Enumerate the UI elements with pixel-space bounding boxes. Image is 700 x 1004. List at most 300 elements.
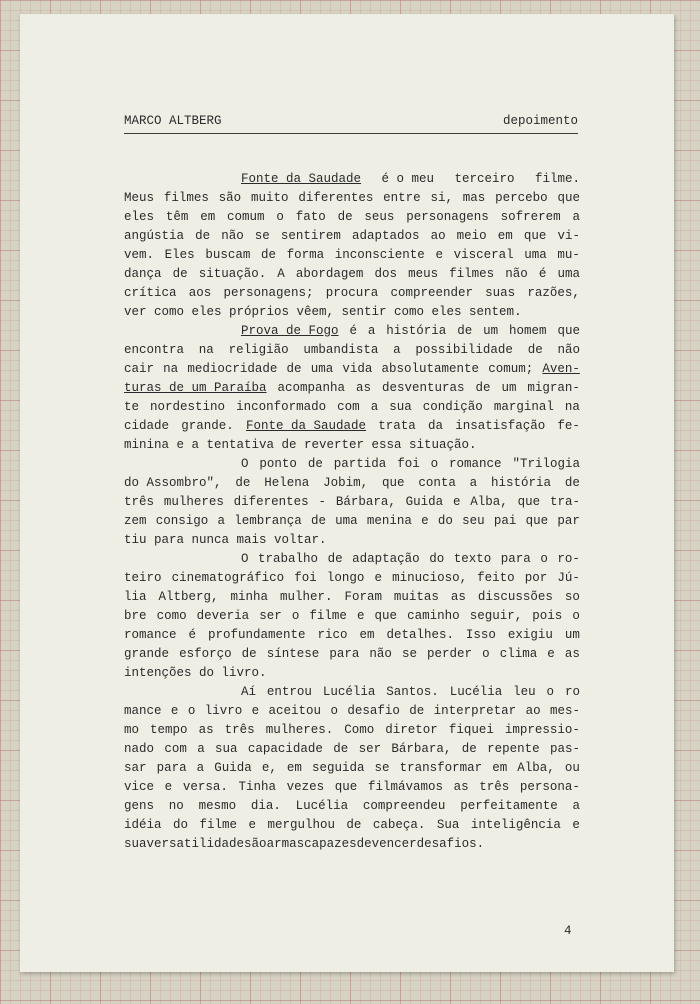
- word: ser: [259, 609, 282, 623]
- text-line: [124, 227, 580, 246]
- word: de: [457, 324, 473, 338]
- word: romance: [449, 457, 502, 471]
- word: sofrerem: [500, 210, 561, 224]
- text-line: [124, 721, 580, 740]
- word: O: [241, 457, 249, 471]
- word: as: [198, 723, 214, 737]
- text-line: [124, 246, 580, 265]
- word: que: [557, 324, 580, 338]
- underlined-title: Fonte da Saudade: [241, 172, 362, 186]
- text-line: [124, 417, 580, 436]
- word: transformar: [399, 761, 483, 775]
- word: que: [517, 495, 541, 509]
- word: um: [501, 381, 517, 395]
- word: em: [200, 210, 216, 224]
- word: personagens;: [223, 286, 314, 300]
- word: Meus: [124, 191, 155, 205]
- word: Sua: [436, 818, 460, 832]
- word: mediocridade: [187, 362, 278, 376]
- text-line: [124, 436, 580, 455]
- word: síntese: [266, 647, 320, 661]
- word: não: [505, 267, 528, 281]
- word: comum: [227, 210, 265, 224]
- text-line: [124, 569, 580, 588]
- word: condição: [422, 400, 483, 414]
- text-line: [124, 778, 580, 797]
- word: e: [170, 704, 179, 718]
- word: si,: [430, 191, 453, 205]
- paragraph: [124, 322, 580, 455]
- word: grande: [124, 647, 170, 661]
- text-line: [124, 759, 580, 778]
- author-name: MARCO ALTBERG: [124, 114, 222, 128]
- word: Alba,: [470, 495, 508, 509]
- word: o: [546, 685, 555, 699]
- underlined-title: Fonte da Saudade: [245, 419, 366, 433]
- word: de: [333, 742, 349, 756]
- word: são: [218, 191, 242, 205]
- word: nordestino: [150, 400, 226, 414]
- word: para: [156, 761, 187, 775]
- word: que: [334, 780, 358, 794]
- word: so: [564, 590, 580, 604]
- word: Eles: [164, 248, 195, 262]
- word: intenções do livro.: [124, 666, 267, 680]
- word: a: [197, 742, 205, 756]
- text-line: [124, 683, 580, 702]
- word: uma: [524, 248, 547, 262]
- word: a: [572, 210, 580, 224]
- word: compreender: [390, 286, 473, 300]
- word: o: [482, 647, 490, 661]
- word: que: [374, 609, 398, 623]
- word: vencer: [371, 837, 417, 851]
- word: gens: [124, 799, 155, 813]
- word: de: [461, 742, 477, 756]
- word: de: [195, 229, 211, 243]
- word: adaptação: [352, 552, 420, 566]
- word: pas-: [549, 742, 580, 756]
- word: diretor: [385, 723, 438, 737]
- word: "Trilogia: [512, 457, 580, 471]
- word: visceral: [453, 248, 514, 262]
- word: procura: [325, 286, 379, 300]
- word: sua: [389, 400, 412, 414]
- word: mergulhou: [267, 818, 335, 832]
- word: um: [483, 324, 499, 338]
- word: fiquei: [448, 723, 494, 737]
- word: ro-: [557, 552, 580, 566]
- word: migran-: [527, 381, 580, 395]
- word: as: [453, 780, 469, 794]
- text-line: [124, 170, 580, 189]
- word: versatilidade: [146, 837, 245, 851]
- word: para: [500, 552, 531, 566]
- word: aos: [188, 286, 212, 300]
- word: ro: [564, 685, 580, 699]
- word: ponto: [259, 457, 297, 471]
- word: cabeça.: [372, 818, 426, 832]
- word: Lucélia: [449, 685, 503, 699]
- word: O: [241, 552, 249, 566]
- word: de: [356, 837, 372, 851]
- word: e: [374, 571, 382, 585]
- word: interpretar: [433, 704, 517, 718]
- word: não: [557, 343, 580, 357]
- word: por: [524, 571, 548, 585]
- word: fe-: [557, 419, 580, 433]
- word: teiro: [124, 571, 162, 585]
- word: tra-: [549, 495, 580, 509]
- word: mo: [124, 723, 140, 737]
- word: perder: [427, 647, 473, 661]
- word: romance: [124, 628, 177, 642]
- word: Guida: [214, 761, 252, 775]
- word: Alba,: [517, 761, 555, 775]
- word: um: [564, 628, 580, 642]
- word: homem: [509, 324, 547, 338]
- word: consigo: [155, 514, 209, 528]
- word: em: [492, 761, 508, 775]
- word: aceitou: [268, 704, 322, 718]
- text-line: [124, 189, 580, 208]
- word: e,: [261, 761, 277, 775]
- word: razões,: [527, 286, 580, 300]
- word: vezes: [286, 780, 325, 794]
- word: insatisfação: [455, 419, 546, 433]
- paragraph: [124, 170, 580, 322]
- word: mu-: [557, 248, 580, 262]
- word: menina: [366, 514, 412, 528]
- word: ao: [525, 704, 541, 718]
- word: de: [260, 248, 276, 262]
- word: inconsciente: [334, 248, 425, 262]
- word: para: [329, 647, 360, 661]
- word: fato: [295, 210, 326, 224]
- word: compreendeu: [362, 799, 446, 813]
- text-line: [124, 398, 580, 417]
- word: e: [572, 818, 580, 832]
- word: filmes: [163, 191, 209, 205]
- paragraph: [124, 683, 580, 854]
- word: a: [196, 761, 205, 775]
- word: vida: [342, 362, 373, 376]
- word: do: [437, 514, 453, 528]
- word: pois: [532, 609, 563, 623]
- text-line: [124, 797, 580, 816]
- word: história: [386, 324, 447, 338]
- section-label: depoimento: [502, 114, 578, 128]
- word: como: [156, 609, 187, 623]
- word: personagens: [406, 210, 489, 224]
- word: adaptados: [351, 229, 420, 243]
- word: capacidade: [247, 742, 323, 756]
- word: na: [163, 362, 179, 376]
- text-line: [124, 474, 580, 493]
- word: seguir,: [469, 609, 523, 623]
- word: de: [409, 704, 425, 718]
- word: têm: [165, 210, 189, 224]
- text-line: [124, 512, 580, 531]
- word: lia: [124, 590, 147, 604]
- word: armas: [266, 837, 305, 851]
- word: tiu para nunca mais voltar.: [124, 533, 327, 547]
- word: o: [291, 609, 300, 623]
- word: Aí: [241, 685, 257, 699]
- word: e: [248, 818, 256, 832]
- word: de: [527, 343, 543, 357]
- word: da: [427, 419, 443, 433]
- word: filme: [309, 609, 347, 623]
- word: umbandista: [303, 343, 379, 357]
- paragraph: [124, 455, 580, 550]
- word: situação.: [198, 267, 267, 281]
- word: cair: [124, 362, 155, 376]
- text-line: [124, 322, 580, 341]
- word: de: [310, 514, 326, 528]
- word: foi: [397, 457, 420, 471]
- word: história: [491, 476, 552, 490]
- word: lembrança: [234, 514, 302, 528]
- word: Lucélia: [295, 799, 349, 813]
- word: zem: [124, 514, 147, 528]
- word: marginal: [493, 400, 554, 414]
- word: suas: [485, 286, 516, 300]
- word: as: [450, 590, 466, 604]
- word: trabalho: [258, 552, 319, 566]
- text-line: [124, 531, 580, 550]
- word: profundamente: [207, 628, 306, 642]
- word: rico: [317, 628, 348, 642]
- word: dos: [374, 267, 397, 281]
- word: meio: [456, 229, 487, 243]
- word: foi: [294, 571, 317, 585]
- word: e: [547, 647, 555, 661]
- text-line: [124, 816, 580, 835]
- word: ver como eles próprios vêem, sentir como eles sentem.: [124, 305, 522, 319]
- word: mesmo: [198, 799, 237, 813]
- word: cidade: [124, 419, 170, 433]
- word: é: [349, 324, 357, 338]
- underlined-title: turas de um Paraíba: [124, 381, 267, 395]
- word: Bárbara,: [335, 495, 396, 509]
- word: par: [557, 514, 580, 528]
- word: a: [469, 476, 478, 490]
- word: mas: [462, 191, 486, 205]
- word: três: [124, 495, 155, 509]
- word: dança: [124, 267, 162, 281]
- word: entrou: [266, 685, 312, 699]
- word: em: [497, 229, 513, 243]
- word: -: [318, 495, 326, 509]
- text-line: [124, 835, 580, 854]
- word: a: [572, 799, 580, 813]
- text-line: [124, 360, 580, 379]
- header-rule: [124, 133, 578, 134]
- word: Helena: [264, 476, 310, 490]
- word: sua: [215, 742, 238, 756]
- word: o: [187, 704, 196, 718]
- word: te: [124, 400, 140, 414]
- word: detalhes.: [386, 628, 454, 642]
- text-line: [124, 664, 580, 683]
- word: a: [217, 514, 225, 528]
- word: muitas: [393, 590, 439, 604]
- word: Jú-: [557, 571, 580, 585]
- word: exigiu: [507, 628, 553, 642]
- word: as: [564, 647, 580, 661]
- word: mance: [124, 704, 162, 718]
- word: esforço: [179, 647, 232, 661]
- word: de: [172, 267, 188, 281]
- word: o: [276, 210, 284, 224]
- word: do: [172, 818, 188, 832]
- word: terceiro: [454, 172, 515, 186]
- word: três: [224, 723, 255, 737]
- word: do: [429, 552, 445, 566]
- word: Como: [344, 723, 375, 737]
- word: comum;: [488, 362, 534, 376]
- word: Guida: [405, 495, 444, 509]
- word: em: [359, 628, 375, 642]
- text-line: [124, 208, 580, 227]
- word: o: [540, 552, 548, 566]
- word: Santos.: [386, 685, 439, 699]
- word: possibilidade: [415, 343, 513, 357]
- text-line: [124, 607, 580, 626]
- word: uma: [557, 267, 580, 281]
- word: perfeitamente: [460, 799, 558, 813]
- word: ser: [358, 742, 382, 756]
- word: trata: [378, 419, 416, 433]
- text-line: [124, 645, 580, 664]
- word: com: [164, 742, 187, 756]
- word: o: [330, 704, 338, 718]
- word: em: [286, 761, 302, 775]
- text-line: [124, 341, 580, 360]
- word: Foram: [344, 590, 382, 604]
- word: caminho: [407, 609, 460, 623]
- page-number: 4: [564, 924, 572, 938]
- word: tempo: [150, 723, 188, 737]
- word: filmávamos: [367, 780, 443, 794]
- word: a: [370, 400, 379, 414]
- text-line: [124, 702, 580, 721]
- word: entre: [383, 191, 421, 205]
- word: crítica: [124, 286, 177, 300]
- word: no: [168, 799, 184, 813]
- word: deveria: [196, 609, 250, 623]
- word: uma: [310, 362, 334, 376]
- word: Bárbara,: [391, 742, 452, 756]
- word: desafios.: [416, 837, 485, 851]
- word: inteligência: [470, 818, 561, 832]
- word: repente: [487, 742, 540, 756]
- word: A: [277, 267, 285, 281]
- word: religião: [228, 343, 289, 357]
- text-line: [124, 550, 580, 569]
- word: clima: [499, 647, 538, 661]
- word: muito: [250, 191, 289, 205]
- word: se: [374, 761, 390, 775]
- word: o: [430, 457, 439, 471]
- word: impressio-: [504, 723, 580, 737]
- word: na: [564, 400, 580, 414]
- word: versa.: [182, 780, 228, 794]
- word: de: [475, 381, 491, 395]
- underlined-title: Prova de Fogo: [241, 324, 339, 338]
- word: não: [369, 647, 392, 661]
- word: encontra: [124, 343, 185, 357]
- word: minha: [230, 590, 268, 604]
- word: idéia: [124, 818, 162, 832]
- word: se: [254, 229, 270, 243]
- underlined-title: Aven-: [542, 362, 580, 376]
- text-line: [124, 303, 580, 322]
- word: diferentes: [233, 495, 309, 509]
- word: percebo: [495, 191, 548, 205]
- body-text: [124, 170, 580, 854]
- word: forma: [286, 248, 325, 262]
- word: livro: [204, 704, 243, 718]
- word: nado: [124, 742, 155, 756]
- word: discussões: [477, 590, 553, 604]
- text-line: [124, 740, 580, 759]
- word: meus: [408, 267, 439, 281]
- word: sentirem: [280, 229, 341, 243]
- word: minina e a tentativa de reverter essa situação.: [124, 438, 477, 452]
- word: sua: [124, 837, 147, 851]
- word: acompanha: [277, 381, 346, 395]
- word: leu: [513, 685, 536, 699]
- word: dia.: [250, 799, 281, 813]
- word: de: [235, 476, 251, 490]
- word: grande.: [181, 419, 234, 433]
- word: Isso: [465, 628, 496, 642]
- word: sar: [124, 761, 147, 775]
- word: texto: [453, 552, 492, 566]
- word: pai: [493, 514, 517, 528]
- word: é: [538, 267, 547, 281]
- word: vem.: [124, 248, 155, 262]
- word: seus: [364, 210, 395, 224]
- word: com: [337, 400, 360, 414]
- text-line: [124, 265, 580, 284]
- text-line: [124, 284, 580, 303]
- word: absolutamente: [381, 362, 480, 376]
- word: e: [452, 495, 461, 509]
- word: mulher.: [279, 590, 333, 604]
- word: filmes: [449, 267, 495, 281]
- word: Lucélia: [322, 685, 376, 699]
- word: seguida: [311, 761, 365, 775]
- word: de: [327, 552, 343, 566]
- word: Altberg,: [158, 590, 219, 604]
- word: minucioso,: [392, 571, 468, 585]
- word: desafio: [347, 704, 400, 718]
- word: e: [435, 248, 443, 262]
- word: é: [188, 628, 196, 642]
- word: buscam: [205, 248, 251, 262]
- word: se: [401, 647, 417, 661]
- text-line: [124, 626, 580, 645]
- word: na: [198, 343, 214, 357]
- word: de: [564, 476, 580, 490]
- word: mes-: [549, 704, 580, 718]
- word: eles: [124, 210, 155, 224]
- word: e: [251, 704, 260, 718]
- word: a: [393, 343, 401, 357]
